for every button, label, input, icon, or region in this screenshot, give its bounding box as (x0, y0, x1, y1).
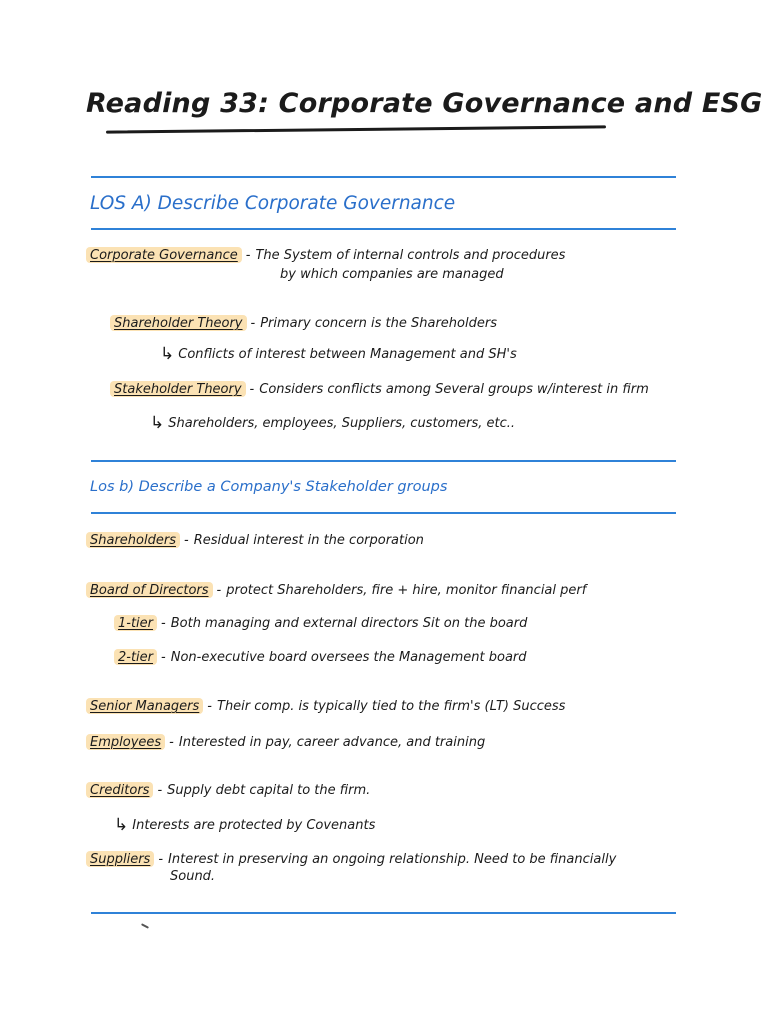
employees-row: Employees - Interested in pay, career advance, and training (86, 734, 485, 750)
creditors-term: Creditors (86, 782, 153, 798)
senior-managers-def: Their comp. is typically tied to the firm's (LT) Success (217, 699, 566, 714)
title-underline (106, 125, 606, 133)
senior-managers-term: Senior Managers (86, 698, 203, 714)
senior-managers-row: Senior Managers - Their comp. is typically tied to the firm's (LT) Success (86, 698, 565, 714)
tier2-term: 2-tier (114, 649, 157, 665)
creditors-sub-row (114, 814, 375, 834)
shareholder-theory-sub: Conflicts of interest between Management and SH's (178, 347, 517, 362)
arrow-icon: ↳ (114, 815, 129, 835)
shareholders-def: Residual interest in the corporation (193, 533, 424, 548)
corporate-governance-def1: The System of internal controls and procedures (255, 248, 566, 263)
suppliers-term: Suppliers (86, 851, 154, 867)
employees-term: Employees (86, 734, 165, 750)
employees-def: Interested in pay, career advance, and training (178, 735, 486, 750)
los-b-heading: Los b) Describe a Company's Stakeholder groups (90, 479, 448, 495)
shareholder-theory-row: Shareholder Theory - Primary concern is the Shareholders (110, 315, 497, 331)
suppliers-def1: Interest in preserving an ongoing relationship. Need to be financially (168, 852, 617, 867)
section-divider (91, 228, 676, 230)
suppliers-row: Suppliers - Interest in preserving an ongoing relationship. Need to be financially (86, 851, 616, 867)
stakeholder-theory-sub: Shareholders, employees, Suppliers, customers, etc.. (168, 416, 516, 431)
board-term: Board of Directors (86, 582, 213, 598)
los-a-heading: LOS A) Describe Corporate Governance (90, 193, 456, 214)
corporate-governance-def2-row (280, 267, 504, 282)
pen-mark (141, 923, 149, 929)
corporate-governance-term: Corporate Governance (86, 247, 242, 263)
tier2-def: Non-executive board oversees the Management board (170, 650, 527, 665)
stakeholder-theory-term: Stakeholder Theory (110, 381, 246, 397)
stakeholder-theory-row: Stakeholder Theory - Considers conflicts among Several groups w/interest in firm (110, 381, 649, 397)
creditors-sub: Interests are protected by Covenants (132, 818, 376, 833)
suppliers-def2-row (170, 869, 215, 884)
tier1-term: 1-tier (114, 615, 157, 631)
stakeholder-theory-sub-row (150, 412, 515, 432)
board-row: Board of Directors - protect Shareholders, fire + hire, monitor financial perf (86, 582, 586, 598)
section-divider (91, 460, 676, 462)
creditors-row: Creditors - Supply debt capital to the firm. (86, 782, 370, 798)
shareholder-theory-term: Shareholder Theory (110, 315, 247, 331)
shareholders-term: Shareholders (86, 532, 180, 548)
page-title: Reading 33: Corporate Governance and ESG (86, 88, 763, 119)
board-tier1-row: 1-tier - Both managing and external directors Sit on the board (114, 615, 527, 631)
arrow-icon: ↳ (160, 344, 175, 364)
tier1-def: Both managing and external directors Sit on the board (170, 616, 528, 631)
corporate-governance-def2: by which companies are managed (280, 267, 504, 282)
board-tier2-row: 2-tier - Non-executive board oversees the Management board (114, 649, 527, 665)
arrow-icon: ↳ (150, 413, 165, 433)
suppliers-def2: Sound. (170, 869, 216, 884)
shareholder-theory-sub-row (160, 343, 517, 363)
shareholder-theory-def: Primary concern is the Shareholders (260, 316, 497, 331)
stakeholder-theory-def: Considers conflicts among Several groups w/interest in firm (259, 382, 649, 397)
shareholders-row: Shareholders - Residual interest in the corporation (86, 532, 424, 548)
corporate-governance-row: Corporate Governance - The System of internal controls and procedures (86, 247, 565, 263)
board-def: protect Shareholders, fire + hire, monitor financial perf (226, 583, 587, 598)
section-divider (91, 912, 676, 914)
section-divider (91, 512, 676, 514)
section-divider (91, 176, 676, 178)
creditors-def: Supply debt capital to the firm. (167, 783, 371, 798)
